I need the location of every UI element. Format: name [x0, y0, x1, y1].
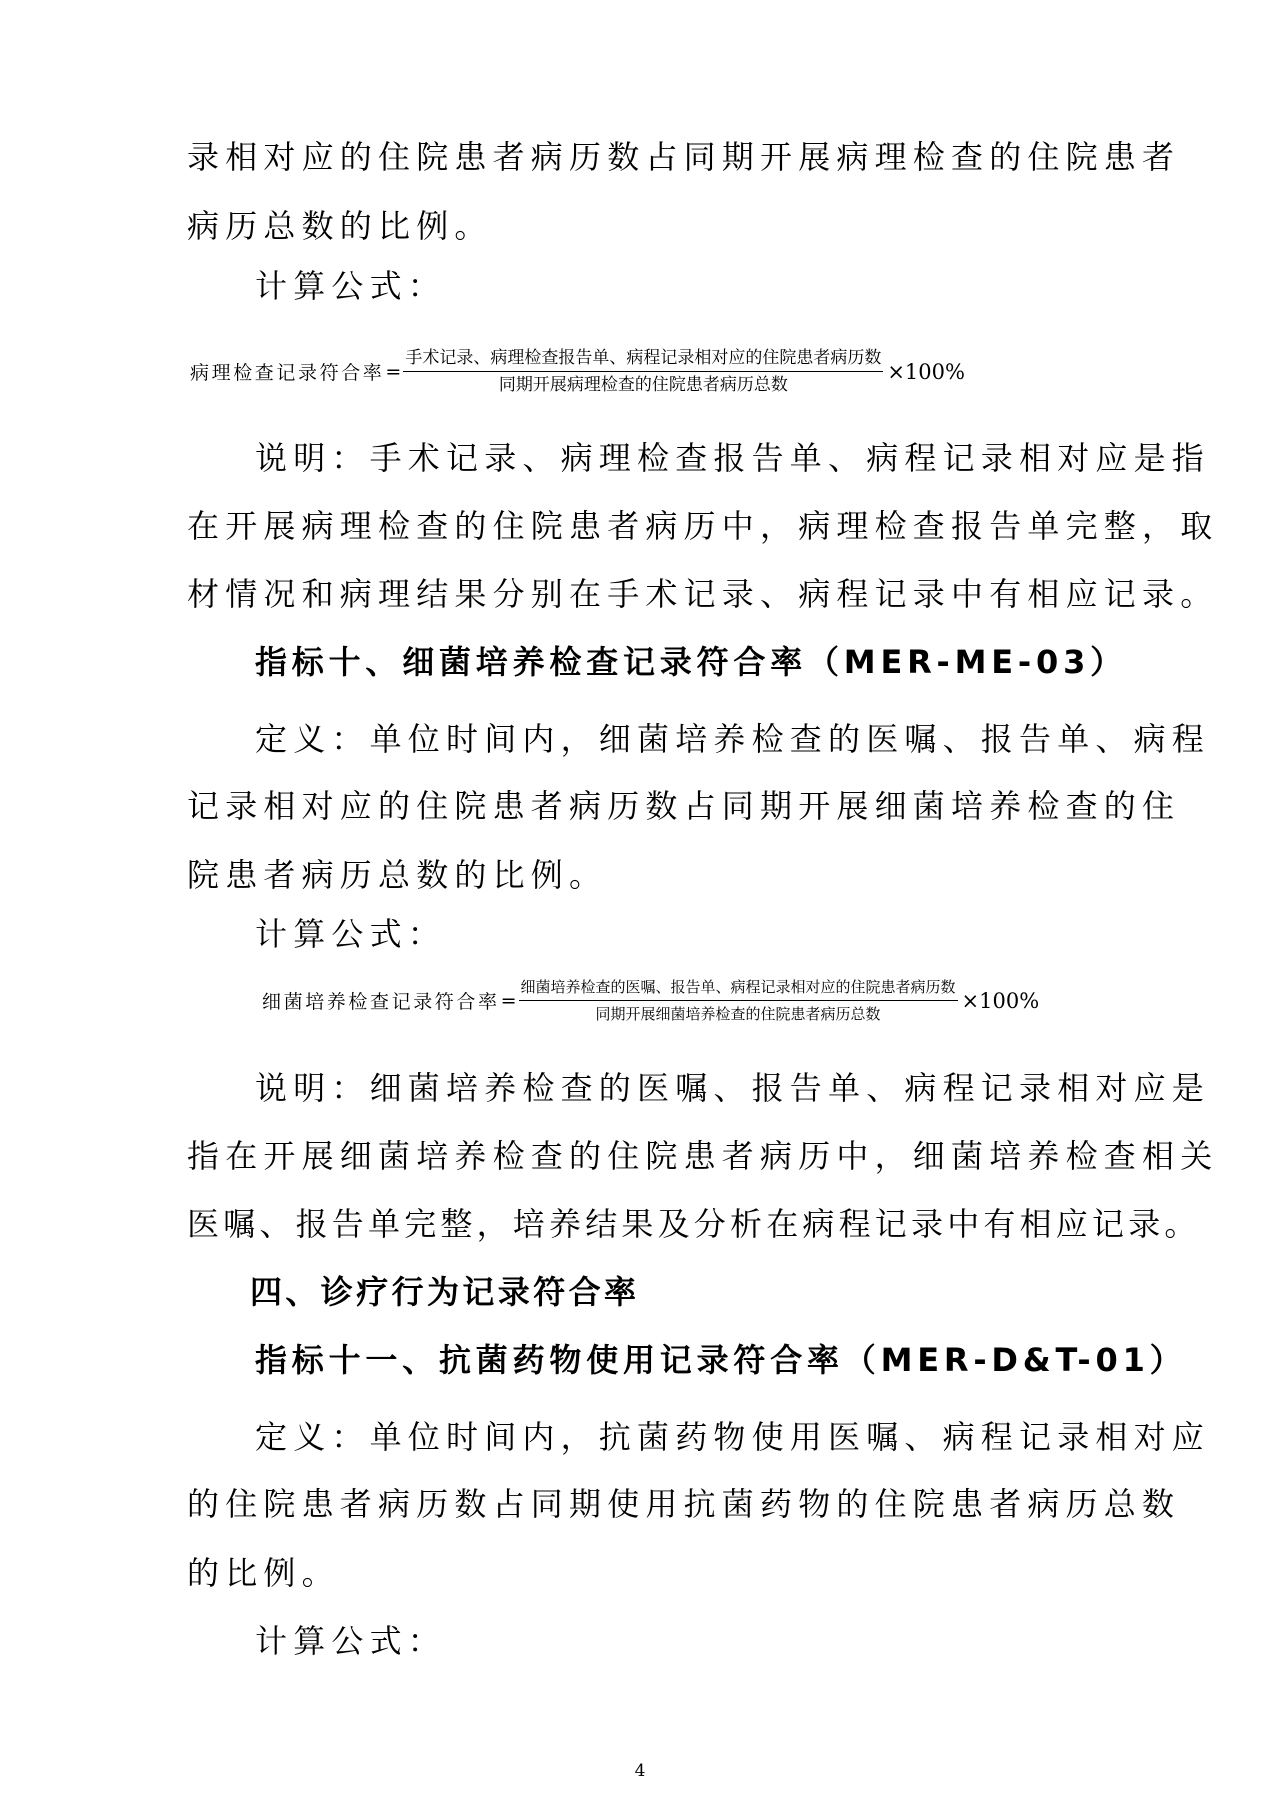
bacterial-formula: [262, 977, 1039, 1024]
formula-denominator: 同期开展细菌培养检查的住院患者病历总数: [595, 1005, 881, 1023]
pathology-formula: [190, 348, 965, 395]
paragraph-line: 医嘱、报告单完整，培养结果及分析在病程记录中有相应记录。: [187, 1205, 1201, 1243]
paragraph-line: 在开展病理检查的住院患者病历中，病理检查报告单完整，取: [187, 507, 1219, 545]
calculation-label: 计算公式：: [255, 915, 447, 953]
formula-fraction: [519, 977, 958, 1024]
formula-multiplier: ×100%: [887, 359, 965, 384]
paragraph-line: 材情况和病理结果分别在手术记录、病程记录中有相应记录。: [187, 575, 1219, 613]
paragraph-line: 的住院患者病历数占同期使用抗菌药物的住院患者病历总数: [187, 1485, 1181, 1523]
paragraph-line: 录相对应的住院患者病历数占同期开展病理检查的住院患者: [187, 138, 1181, 176]
paragraph-line: 定义：单位时间内，细菌培养检查的医嘱、报告单、病程: [255, 720, 1211, 758]
formula-denominator: 同期开展病理检查的住院患者病历总数: [498, 375, 788, 395]
paragraph-line: 指在开展细菌培养检查的住院患者病历中，细菌培养检查相关: [187, 1137, 1219, 1175]
formula-equals: =: [385, 360, 402, 383]
paragraph-line: 院患者病历总数的比例。: [187, 856, 608, 894]
formula-fraction: [403, 348, 883, 395]
paragraph-line: 说明：细菌培养检查的医嘱、报告单、病程记录相对应是: [255, 1069, 1211, 1107]
formula-equals: =: [500, 989, 517, 1012]
formula-lhs: 病理检查记录符合率: [190, 362, 385, 384]
section-heading: 四、诊疗行为记录符合率: [250, 1273, 640, 1311]
formula-numerator: 细菌培养检查的医嘱、报告单、病程记录相对应的住院患者病历数: [519, 977, 958, 1001]
paragraph-line: 定义：单位时间内，抗菌药物使用医嘱、病程记录相对应: [255, 1418, 1211, 1456]
paragraph-line: 记录相对应的住院患者病历数占同期开展细菌培养检查的住: [187, 787, 1181, 825]
paragraph-line: 病历总数的比例。: [187, 207, 493, 245]
indicator-heading: 指标十一、抗菌药物使用记录符合率（MER-D&T-01）: [255, 1341, 1187, 1379]
calculation-label: 计算公式：: [255, 1622, 447, 1660]
page-number: 4: [634, 1761, 646, 1781]
calculation-label: 计算公式：: [255, 267, 447, 305]
indicator-heading: 指标十、细菌培养检查记录符合率（MER-ME-03）: [255, 643, 1127, 681]
formula-lhs: 细菌培养检查记录符合率: [262, 991, 500, 1013]
paragraph-line: 说明：手术记录、病理检查报告单、病程记录相对应是指: [255, 439, 1211, 477]
formula-multiplier: ×100%: [961, 988, 1040, 1013]
paragraph-line: 的比例。: [187, 1554, 340, 1592]
formula-numerator: 手术记录、病理检查报告单、病程记录相对应的住院患者病历数: [403, 348, 883, 372]
